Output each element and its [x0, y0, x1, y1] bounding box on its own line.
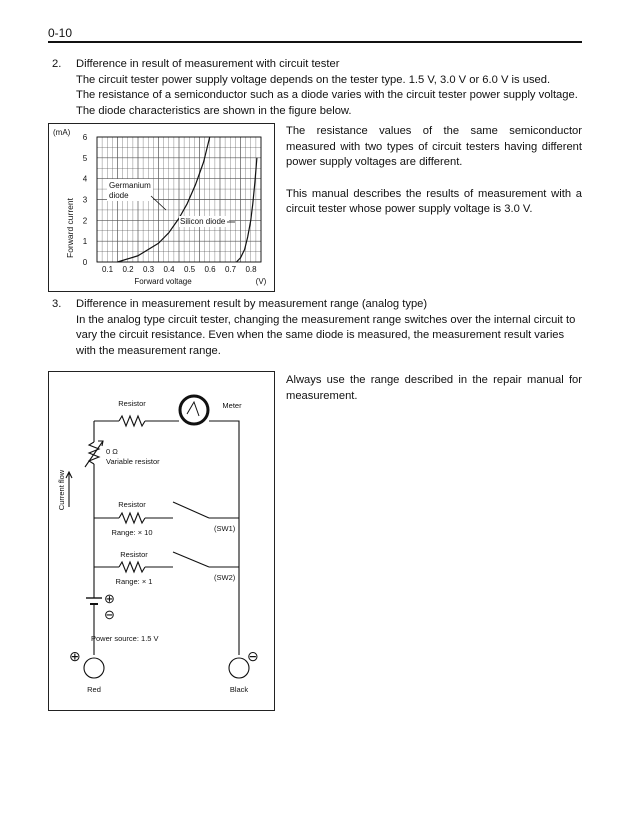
- switch1-label: (SW1): [214, 524, 236, 533]
- y-tick-label: 0: [82, 258, 88, 267]
- x-unit-label: (V): [255, 277, 267, 286]
- x-tick-label: 0.2: [122, 265, 134, 274]
- section-2-line-2: The resistance of a semiconductor such as a diode varies with the circuit tester power supply voltage.: [76, 89, 578, 101]
- range2-label: Range: × 1: [115, 577, 153, 586]
- section-2-side-text: [286, 124, 582, 234]
- section-2-title: Difference in result of measurement with circuit tester: [76, 58, 340, 70]
- x-tick-label: 0.7: [224, 265, 237, 274]
- range2-resistor-label: Resistor: [120, 550, 148, 559]
- x-tick-label: 0.8: [245, 265, 257, 274]
- x-tick-label: 0.3: [142, 265, 155, 274]
- x-tick-label: 0.4: [163, 265, 175, 274]
- header-rule: [48, 41, 582, 43]
- section-2-line-1: The circuit tester power supply voltage depends on the tester type. 1.5 V, 3.0 V or 6.0 V is used.: [76, 73, 551, 86]
- range1-label: Range: × 10: [111, 528, 153, 537]
- top-resistor-symbol: [119, 416, 145, 426]
- section-3-title: Difference in measurement result by measurement range (analog type): [76, 298, 428, 310]
- page-number: 0-10: [48, 26, 73, 40]
- chart-axes: [83, 133, 261, 274]
- y-unit-label: (mA): [53, 128, 71, 137]
- variable-resistor-symbol: [89, 442, 99, 464]
- battery-plus-icon: ⊕: [104, 591, 115, 606]
- wire-right: [209, 421, 239, 655]
- meter-circle: [180, 396, 208, 424]
- silicon-label: Silicon diode: [180, 217, 226, 226]
- section-2-line-3: The diode characteristics are shown in the figure below.: [76, 104, 352, 117]
- y-tick-label: 1: [82, 237, 88, 247]
- germanium-label-line-2: diode: [109, 191, 129, 200]
- switch2-blade: [173, 552, 209, 567]
- x-axis-label: Forward voltage: [134, 277, 192, 286]
- diode-characteristics-figure: [48, 123, 275, 292]
- y-tick-label: 4: [82, 174, 88, 184]
- y-tick-label: 3: [82, 195, 88, 205]
- minus-terminal-icon: ⊖: [247, 648, 259, 664]
- switch2-label: (SW2): [214, 573, 236, 582]
- variable-resistor-value: 0 Ω: [106, 447, 118, 456]
- x-tick-label: 0.5: [183, 265, 196, 274]
- section-3: [52, 297, 582, 359]
- circuit-diagram: [49, 372, 274, 710]
- range2-resistor-symbol: [119, 562, 145, 572]
- black-terminal: [229, 658, 249, 678]
- x-tick-label: 0.6: [204, 265, 216, 274]
- germanium-label-line-1: Germanium: [109, 181, 151, 190]
- section-3-side-text: [286, 373, 582, 420]
- red-label: Red: [87, 685, 101, 694]
- meter-label: Meter: [222, 401, 242, 410]
- variable-resistor-arrow: [85, 441, 103, 467]
- current-flow-label: Current flow: [57, 469, 66, 511]
- side-paragraph-2: This manual describes the results of measurement with a circuit tester whose power supply voltage is 3.0 V.: [286, 187, 582, 215]
- power-source-label: Power source: 1.5 V: [91, 634, 159, 643]
- section-2: [52, 57, 582, 119]
- section-3-body: In the analog type circuit tester, changing the measurement range switches over the internal circuit to vary the circuit resistance. Even when the same diode is measured, the measurement result varies with the measurement range.: [76, 313, 576, 357]
- black-label: Black: [229, 685, 249, 694]
- battery-minus-icon: ⊖: [104, 607, 115, 622]
- y-tick-label: 5: [82, 153, 88, 163]
- meter-needle: [187, 402, 199, 416]
- y-tick-label: 6: [82, 133, 88, 142]
- diode-chart: [49, 124, 274, 291]
- section-2-number: 2.: [52, 58, 62, 70]
- red-terminal: [84, 658, 104, 678]
- switch1-blade: [173, 502, 209, 518]
- top-resistor-label: Resistor: [118, 399, 146, 408]
- variable-resistor-label: Variable resistor: [106, 457, 160, 466]
- range1-resistor-symbol: [119, 513, 145, 523]
- section-3-number: 3.: [52, 298, 62, 310]
- side-paragraph-3: Always use the range described in the repair manual for measurement.: [286, 374, 582, 402]
- x-tick-label: 0.1: [101, 265, 114, 274]
- y-axis-label: Forward current: [65, 198, 75, 258]
- side-paragraph-1: The resistance values of the same semiconductor measured with two types of circuit testers having different power supply voltages are different.: [286, 125, 582, 168]
- range1-resistor-label: Resistor: [118, 500, 146, 509]
- plus-terminal-icon: ⊕: [69, 648, 81, 664]
- y-tick-label: 2: [82, 216, 88, 226]
- tester-circuit-figure: [48, 371, 275, 711]
